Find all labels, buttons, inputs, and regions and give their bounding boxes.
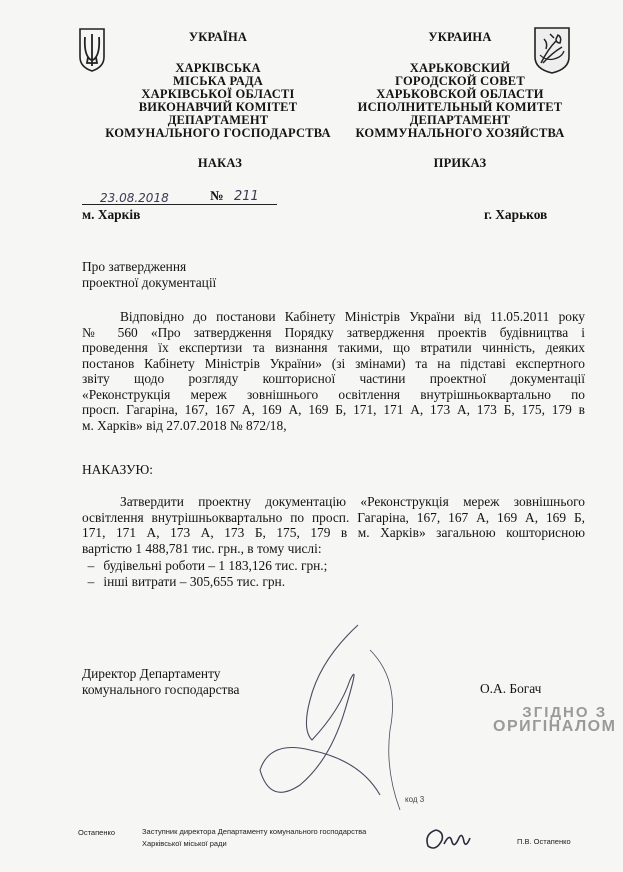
stamp-line: ЗГІДНО З <box>522 704 608 721</box>
decision-paragraph <box>82 494 585 556</box>
footer-position-line: Заступник директора Департаменту комунального господарства <box>142 827 367 836</box>
preamble-line: «Реконструкція мереж зовнішнього освітлення внутрішньоквартально по <box>82 386 585 402</box>
stamp-code: код 3 <box>405 795 425 804</box>
order-title-ru: ПРИКАЗ <box>433 156 487 170</box>
issuer-line: ГОРОДСКОЙ СОВЕТ <box>395 74 525 88</box>
preamble-paragraph <box>82 309 585 433</box>
signatory-position <box>82 666 239 697</box>
preamble-line: звіту щодо розгляду кошторисної частини проектної документації <box>82 371 585 386</box>
cost-item-text: інші витрати – 305,655 тис. грн. <box>103 573 286 589</box>
preamble-line: м. Харків» від 27.07.2018 № 872/18, <box>82 417 287 433</box>
deputy-signature-icon <box>422 822 472 854</box>
issuer-line: ХАРКІВСЬКОЇ ОБЛАСТІ <box>141 87 295 101</box>
signatory-name: О.А. Богач <box>480 681 542 696</box>
decision-line: Затвердити проектну документацію «Реконструкція мереж зовнішнього <box>120 494 585 509</box>
preamble-line: № 560 «Про затвердження Порядку затвердження проектів будівництва і <box>82 324 585 340</box>
country-name-ua: УКРАЇНА <box>188 30 248 44</box>
cost-item <box>82 574 327 590</box>
issuer-line: КОМУНАЛЬНОГО ГОСПОДАРСТВА <box>105 126 331 140</box>
header-right <box>330 31 590 140</box>
preamble-line: просп. Гагаріна, 167, 167 А, 169 А, 169 Б, 171, 171 А, 173 А, 173 Б, 175, 179 в <box>82 402 585 417</box>
issuer-line: ХАРЬКОВСКОЙ ОБЛАСТИ <box>376 87 544 101</box>
issuer-line: ДЕПАРТАМЕНТ <box>167 113 269 127</box>
order-number: 211 <box>234 189 259 204</box>
issuer-line: ДЕПАРТАМЕНТ <box>409 113 511 127</box>
director-signature-icon <box>250 620 420 840</box>
subject <box>82 259 216 290</box>
country-name-ru: УКРАИНА <box>428 30 492 44</box>
header-left <box>88 31 348 140</box>
copy-stamp <box>493 706 616 734</box>
number-sign: № <box>210 188 224 203</box>
issuer-line: ХАРЬКОВСКИЙ <box>409 61 511 75</box>
city-ru: г. Харьков <box>484 207 548 222</box>
subject-line: Про затвердження <box>82 259 187 274</box>
stamp-line: ОРИГІНАЛОМ <box>493 718 617 735</box>
order-word: НАКАЗУЮ: <box>82 462 153 477</box>
footer-position <box>142 826 366 850</box>
position-line: комунального господарства <box>82 681 240 697</box>
issuer-line: ИСПОЛНИТЕЛЬНЫЙ КОМИТЕТ <box>357 100 563 114</box>
preamble-line: Відповідно до постанови Кабінету Міністрів України від 11.05.2011 року <box>120 309 585 324</box>
subject-line: проектної документації <box>82 274 217 290</box>
list-dash: – <box>87 558 95 573</box>
position-line: Директор Департаменту <box>82 666 221 681</box>
order-title-ua: НАКАЗ <box>197 156 243 170</box>
issuer-line: КОММУНАЛЬНОГО ХОЗЯЙСТВА <box>355 126 565 140</box>
footer-left-name: Остапенко <box>78 828 116 837</box>
footer-position-line: Харківської міської ради <box>142 839 227 848</box>
cost-item-text: будівельні роботи – 1 183,126 тис. грн.; <box>103 558 328 573</box>
preamble-line: постанов Кабінету Міністрів України» (зі змінами) та на підставі експертного <box>82 355 585 371</box>
decision-line: 171, 171 А, 173 А, 173 Б, 175, 179 в м. Харків» загальною кошторисною <box>82 525 585 540</box>
issuer-line: ВИКОНАВЧИЙ КОМІТЕТ <box>138 100 298 114</box>
issuer-line: МІСЬКА РАДА <box>172 74 264 88</box>
decision-line: вартістю 1 488,781 тис. грн., в тому числі: <box>82 540 322 556</box>
footer-right-name: П.В. Остапенко <box>517 837 571 846</box>
city-ua: м. Харків <box>82 207 141 222</box>
issuer-line: ХАРКІВСЬКА <box>175 61 261 75</box>
list-dash: – <box>87 573 95 589</box>
cost-list <box>82 558 327 589</box>
decision-line: освітлення внутрішньоквартально по просп. Гагаріна, 167, 167 А, 169 А, 169 Б, <box>82 509 585 525</box>
cost-item <box>82 558 327 574</box>
order-date: 23.08.2018 <box>100 191 169 205</box>
preamble-line: проведення їх експертизи та визнання такими, що втратили чинність, деяких <box>82 340 585 355</box>
